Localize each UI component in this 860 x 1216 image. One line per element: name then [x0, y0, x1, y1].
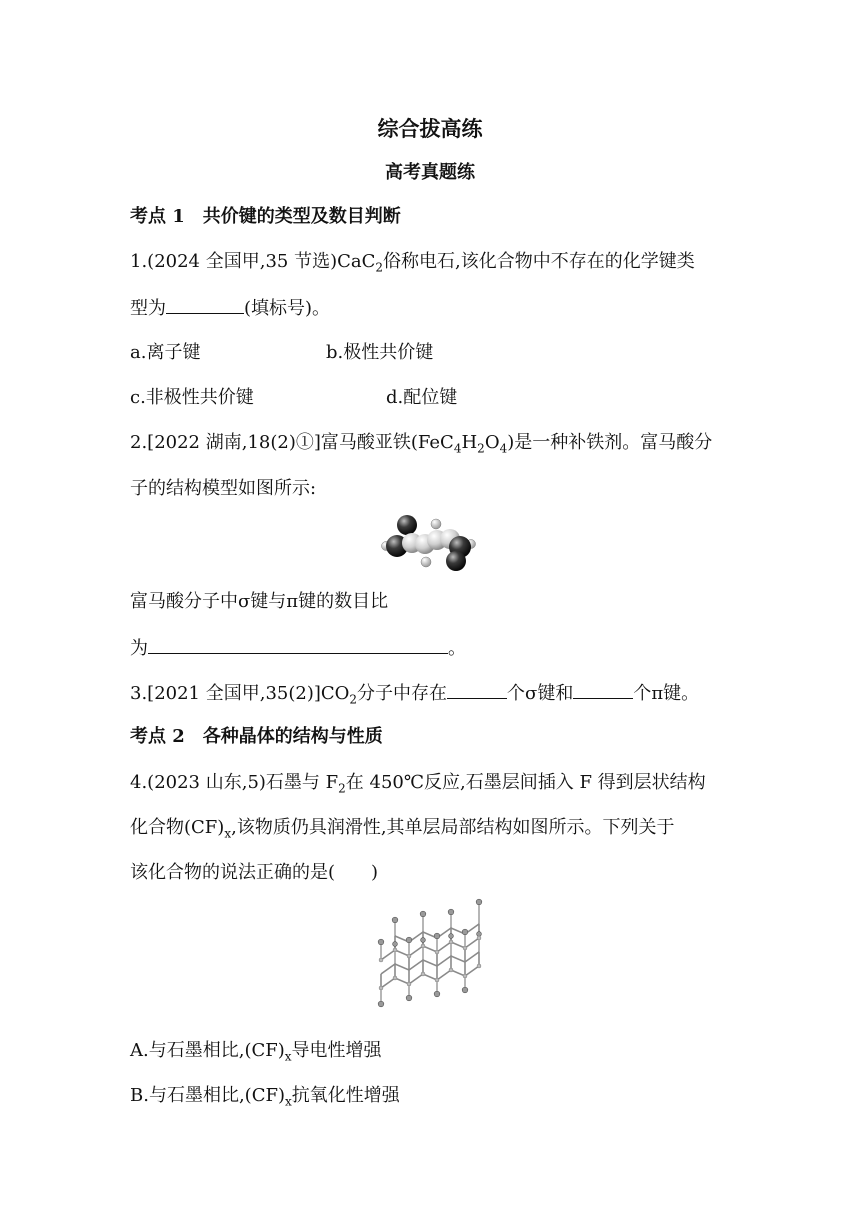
q4-line2: 化合物$(CF)_x$,该物质仍具润滑性,其单层局部结构如图所示。下列关于: [130, 817, 675, 841]
q2-line2: 子的结构模型如图所示:: [130, 478, 317, 499]
q1-option-a: a.离子键: [130, 342, 201, 363]
q4-line1: 4.(2023 山东,5)石墨与 $F_2$在 450℃反应,石墨层间插入 F 得到层状结构: [130, 772, 706, 796]
q1-line2: 型为 (填标号)。: [130, 295, 330, 321]
q2-line1: 2.[2022 湖南,18(2)①]富马酸亚铁$(FeC_4H_2O_4)$是一种补铁剂。富马酸分: [130, 432, 713, 456]
q4-option-b: B.与石墨相比$,(CF)_x$抗氧化性增强: [130, 1085, 400, 1109]
q2-line3: 富马酸分子中σ键与π键的数目比: [130, 591, 389, 612]
page-title: 综合拔高练: [377, 116, 483, 141]
q4-option-a: A.与石墨相比$,(CF)_x$导电性增强: [130, 1040, 382, 1064]
section-heading-1: 考点 1 共价键的类型及数目判断: [130, 206, 401, 227]
section-heading-2: 考点 2 各种晶体的结构与性质: [130, 726, 383, 747]
q2-line4: 为 。: [130, 635, 466, 661]
fumaric-acid-molecule-model: [378, 512, 482, 574]
page-subtitle: 高考真题练: [385, 162, 475, 183]
answer-blank[interactable]: [447, 680, 507, 699]
q3-line: 3.[2021 全国甲$,35(2)]CO_2$分子中存在 个σ键和 个π键。: [130, 680, 699, 706]
q1-option-c: c.非极性共价键: [130, 387, 254, 408]
answer-blank[interactable]: [148, 635, 448, 654]
answer-blank[interactable]: [573, 680, 633, 699]
answer-blank[interactable]: [166, 295, 244, 314]
q1-line1: 1.(2024 全国甲,35 节选)CaC$_2$俗称电石,该化合物中不存在的化学键类: [130, 251, 695, 275]
q1-option-b: b.极性共价键: [326, 342, 434, 363]
q1-option-d: d.配位键: [386, 387, 458, 408]
cf-layer-structure-diagram: [365, 898, 495, 1022]
q4-line3: 该化合物的说法正确的是( ): [130, 862, 379, 883]
